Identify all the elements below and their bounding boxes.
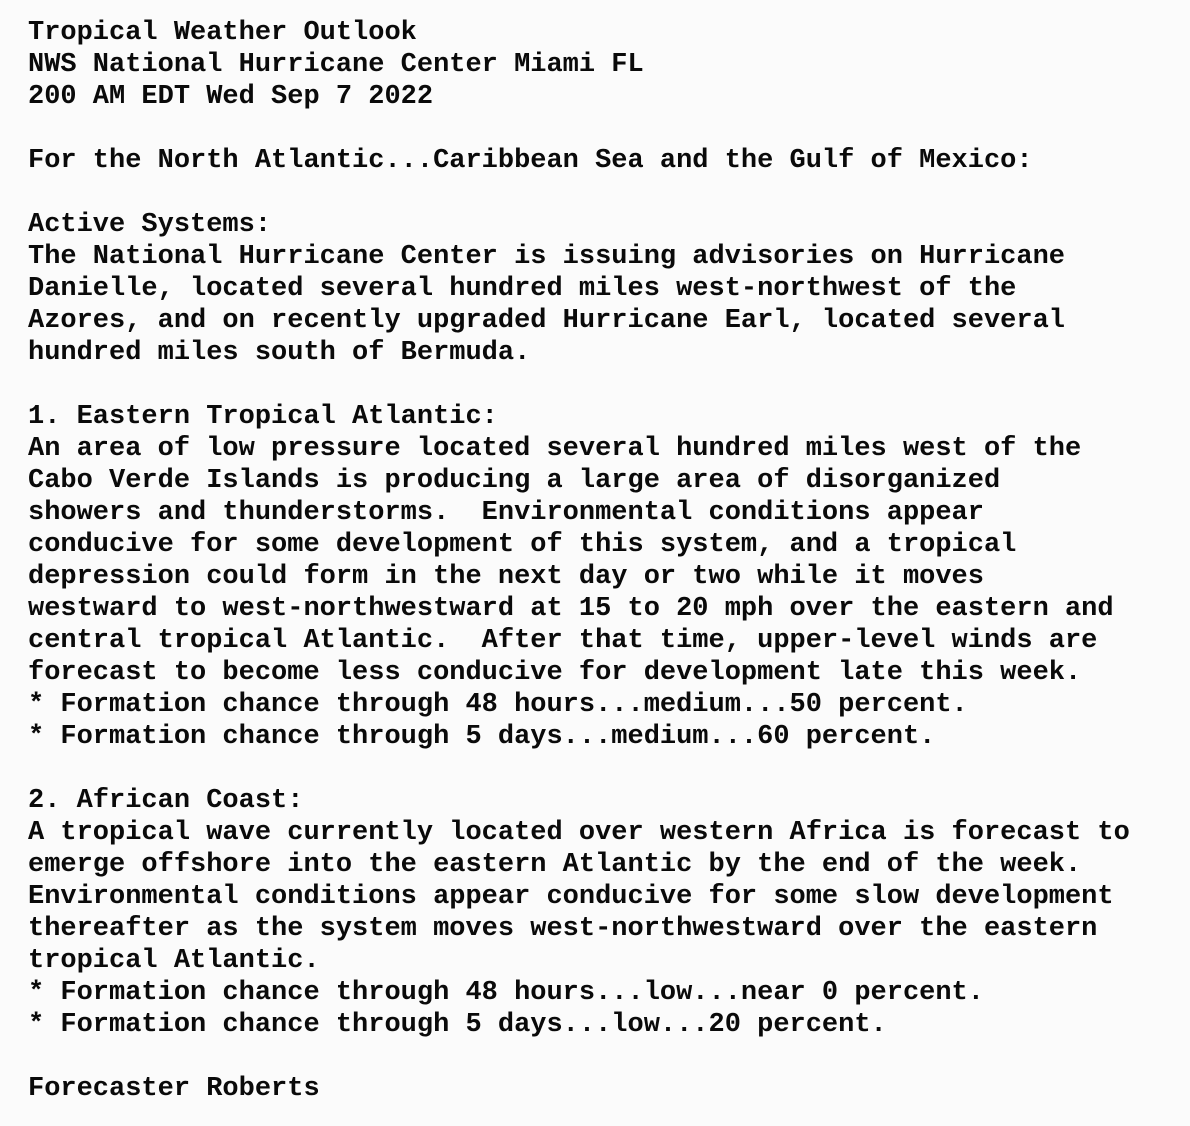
system-1-formation-48hr: * Formation chance through 48 hours...medium...50 percent. xyxy=(28,690,968,720)
forecaster-signature: Forecaster Roberts xyxy=(28,1074,320,1104)
system-1-line: Cabo Verde Islands is producing a large area of disorganized xyxy=(28,466,1001,496)
active-systems-line: Azores, and on recently upgraded Hurricane Earl, located several xyxy=(28,306,1065,336)
system-1-line: forecast to become less conducive for development late this week. xyxy=(28,658,1082,688)
issuing-office: NWS National Hurricane Center Miami FL xyxy=(28,50,644,80)
system-2-formation-48hr: * Formation chance through 48 hours...low...near 0 percent. xyxy=(28,978,984,1008)
system-1-line: central tropical Atlantic. After that time, upper-level winds are xyxy=(28,626,1098,656)
system-2-line: emerge offshore into the eastern Atlantic by the end of the week. xyxy=(28,850,1082,880)
active-systems-title: Active Systems: xyxy=(28,210,272,240)
system-2-formation-5day: * Formation chance through 5 days...low...20 percent. xyxy=(28,1010,887,1040)
blank-line xyxy=(28,113,1180,145)
system-1-line: westward to west-northwestward at 15 to 20 mph over the eastern and xyxy=(28,594,1114,624)
system-1-title: 1. Eastern Tropical Atlantic: xyxy=(28,402,498,432)
issue-time: 200 AM EDT Wed Sep 7 2022 xyxy=(28,82,434,112)
system-2-line: thereafter as the system moves west-northwestward over the eastern xyxy=(28,914,1098,944)
system-1-formation-5day: * Formation chance through 5 days...medium...60 percent. xyxy=(28,722,936,752)
region-line: For the North Atlantic...Caribbean Sea and the Gulf of Mexico: xyxy=(28,146,1033,176)
system-2-line: A tropical wave currently located over western Africa is forecast to xyxy=(28,818,1130,848)
blank-line xyxy=(28,753,1180,785)
active-systems-line: The National Hurricane Center is issuing advisories on Hurricane xyxy=(28,242,1065,272)
active-systems-line: hundred miles south of Bermuda. xyxy=(28,338,531,368)
blank-line xyxy=(28,1041,1180,1073)
blank-line xyxy=(28,177,1180,209)
system-1-line: conducive for some development of this system, and a tropical xyxy=(28,530,1017,560)
system-1-line: depression could form in the next day or two while it moves xyxy=(28,562,984,592)
system-2-title: 2. African Coast: xyxy=(28,786,304,816)
system-2-line: Environmental conditions appear conducive for some slow development xyxy=(28,882,1114,912)
system-1-line: showers and thunderstorms. Environmental conditions appear xyxy=(28,498,984,528)
product-title: Tropical Weather Outlook xyxy=(28,18,417,48)
blank-line xyxy=(28,369,1180,401)
system-2-line: tropical Atlantic. xyxy=(28,946,320,976)
system-1-line: An area of low pressure located several hundred miles west of the xyxy=(28,434,1082,464)
active-systems-line: Danielle, located several hundred miles west-northwest of the xyxy=(28,274,1017,304)
